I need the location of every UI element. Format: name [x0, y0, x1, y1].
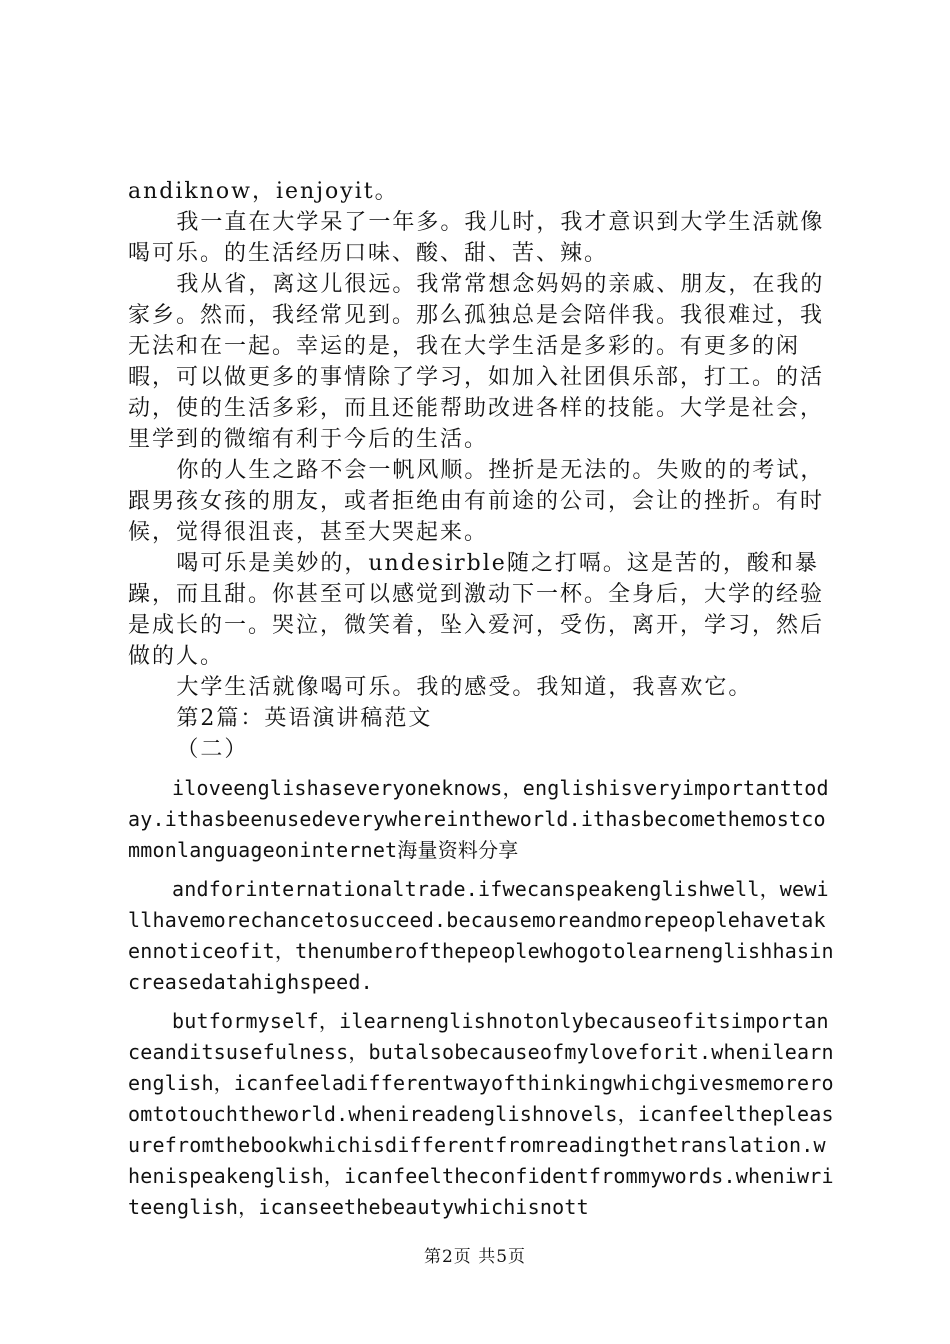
paragraph-english-3: butformyself，ilearnenglishnotonlybecauseofitsimportanceanditsusefulness，butalsobecauseofmyloveforit.whenilearnenglish，icanfeeladifferentwayofthinkingwhichgivesmemoreroomtotouchtheworld.whenireadenglishnovels，icanfeelthepleasurefromthebookwhichisdifferentfromreadingthetranslation.whenispeakenglish，icanfeeltheconfidentfrommywords.wheniwriteenglish，icanseethebeautywhichisnott — [128, 1009, 834, 1219]
paragraph-conclusion: 大学生活就像喝可乐。我的感受。我知道，我喜欢它。 — [176, 675, 753, 700]
paragraph-setbacks: 你的人生之路不会一帆风顺。挫折是无法的。失败的的考试，跟男孩女孩的朋友，或者拒绝由有前途的公司，会让的挫折。有时候，觉得很沮丧，甚至大哭起来。 — [128, 458, 825, 545]
paragraph-closing-line: andiknow，ienjoyit。 — [128, 179, 399, 204]
section-heading: 第2篇：英语演讲稿范文 — [176, 706, 433, 731]
section-subheading: （二） — [176, 737, 249, 762]
page-number-footer: 第2页 共5页 — [423, 1247, 527, 1267]
document-body — [128, 176, 834, 1223]
paragraph-english-1: iloveenglishaseveryoneknows，englishisveryimportanttoday.ithasbeenusedeverywhereintheworld.ithasbecomethemostcommonlanguageoninternet海量资料分享 — [128, 776, 829, 862]
paragraph-english-2: andforinternationaltrade.ifwecanspeakenglishwell，wewillhavemorechancetosucceed.becausemoreandmorepeoplehavetakennoticeofit，thenumberofthepeoplewhogotolearnenglishhasincreasedatahighspeed. — [128, 877, 834, 994]
paragraph-college-year: 我一直在大学呆了一年多。我儿时，我才意识到大学生活就像喝可乐。的生活经历口味、酸、甜、苦、辣。 — [128, 210, 825, 266]
paragraph-hometown: 我从省，离这儿很远。我常常想念妈妈的亲戚、朋友，在我的家乡。然而，我经常见到。那么孤独总是会陪伴我。我很难过，我无法和在一起。幸运的是，我在大学生活是多彩的。有更多的闲暇，可以做更多的事情除了学习，如加入社团俱乐部，打工。的活动，使的生活多彩，而且还能帮助改进各样的技能。大学是社会，里学到的微缩有利于今后的生活。 — [128, 272, 825, 452]
paragraph-cola: 喝可乐是美妙的，undesirble随之打嗝。这是苦的，酸和暴躁，而且甜。你甚至可以感觉到激动下一杯。全身后，大学的经验是成长的一。哭泣，微笑着，坠入爱河，受伤，离开，学习，然后做的人。 — [128, 551, 825, 669]
